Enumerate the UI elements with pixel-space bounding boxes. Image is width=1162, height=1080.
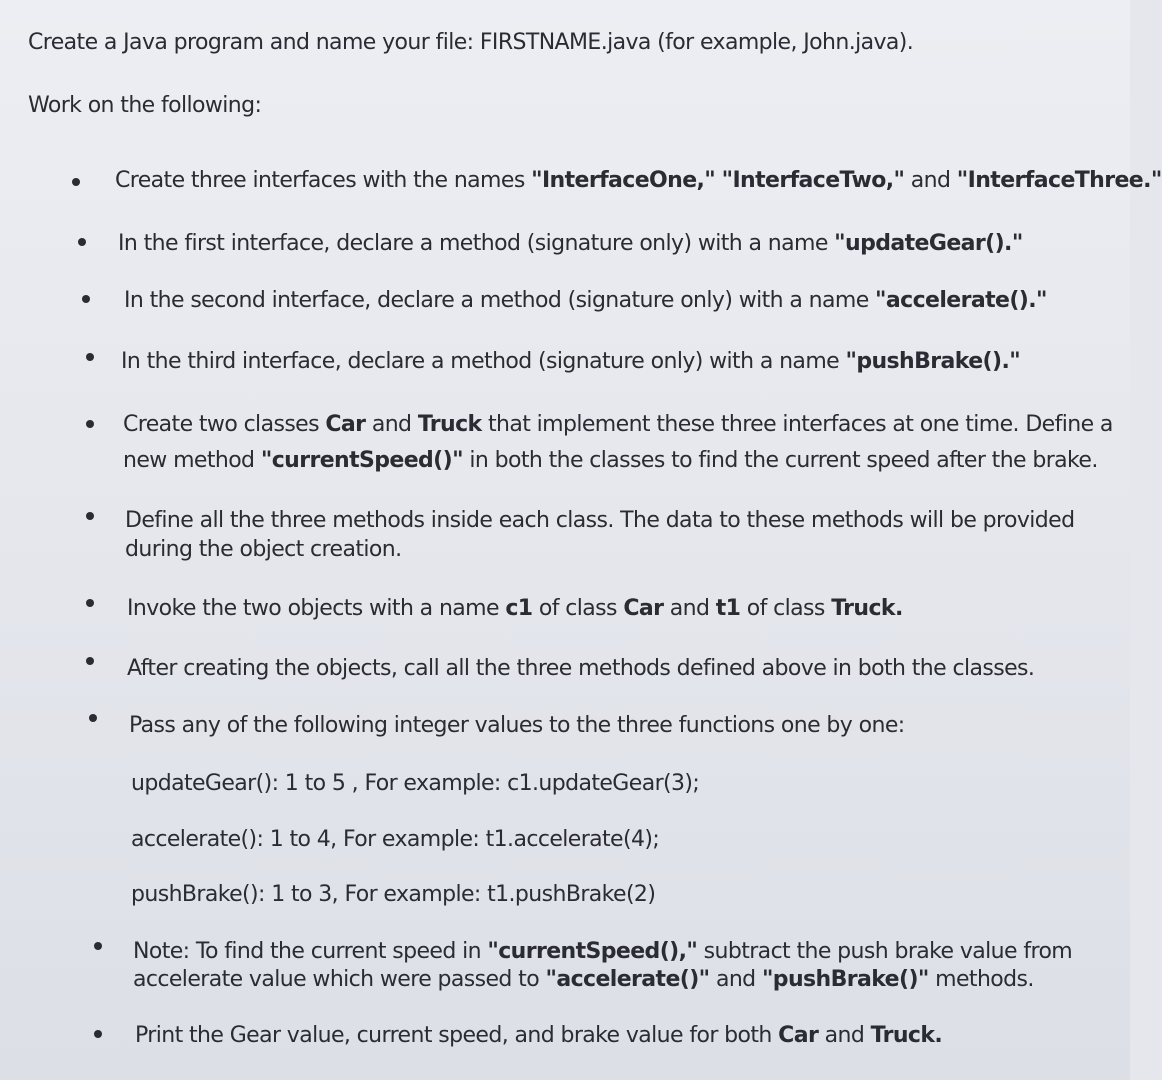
list-item: Define all the three methods inside each class. The data to these methods will be provided — [125, 508, 1075, 533]
bullet-marker — [86, 657, 94, 665]
list-item: Create three interfaces with the names "InterfaceOne," "InterfaceTwo," and "InterfaceThree." — [115, 168, 1162, 193]
bullet-marker — [89, 714, 97, 722]
bullet-marker — [94, 1030, 102, 1038]
list-item-continuation: during the object creation. — [125, 537, 402, 562]
list-item: In the first interface, declare a method (signature only) with a name "updateGear()." — [118, 231, 1023, 256]
list-item: In the third interface, declare a method (signature only) with a name "pushBrake()." — [121, 349, 1021, 374]
bullet-marker — [72, 178, 80, 186]
bullet-marker — [86, 353, 94, 361]
bullet-marker — [94, 942, 102, 950]
bullet-marker — [86, 512, 94, 520]
list-item: Print the Gear value, current speed, and brake value for both Car and Truck. — [135, 1023, 943, 1048]
list-item: Create two classes Car and Truck that implement these three interfaces at one time. Define a — [123, 412, 1113, 437]
bullet-marker — [86, 420, 94, 428]
list-item-continuation: accelerate value which were passed to "accelerate()" and "pushBrake()" methods. — [133, 967, 1034, 992]
list-item: Invoke the two objects with a name c1 of class Car and t1 of class Truck. — [127, 596, 903, 621]
bullet-marker — [82, 295, 90, 303]
list-item: In the second interface, declare a method (signature only) with a name "accelerate()." — [124, 288, 1047, 313]
value-range-line: pushBrake(): 1 to 3, For example: t1.pushBrake(2) — [131, 882, 656, 907]
value-range-line: accelerate(): 1 to 4, For example: t1.accelerate(4); — [131, 827, 660, 852]
list-item: Pass any of the following integer values to the three functions one by one: — [129, 713, 905, 738]
list-item: After creating the objects, call all the three methods defined above in both the classes. — [127, 656, 1035, 681]
bullet-marker — [78, 238, 86, 246]
section-heading: Work on the following: — [28, 93, 262, 118]
value-range-line: updateGear(): 1 to 5 , For example: c1.updateGear(3); — [131, 771, 700, 796]
list-item: Note: To find the current speed in "currentSpeed()," subtract the push brake value from — [133, 939, 1073, 964]
bullet-marker — [86, 599, 94, 607]
assignment-instruction: Create a Java program and name your file: FIRSTNAME.java (for example, John.java). — [28, 30, 914, 55]
list-item-continuation: new method "currentSpeed()" in both the classes to find the current speed after the brake. — [123, 448, 1098, 473]
